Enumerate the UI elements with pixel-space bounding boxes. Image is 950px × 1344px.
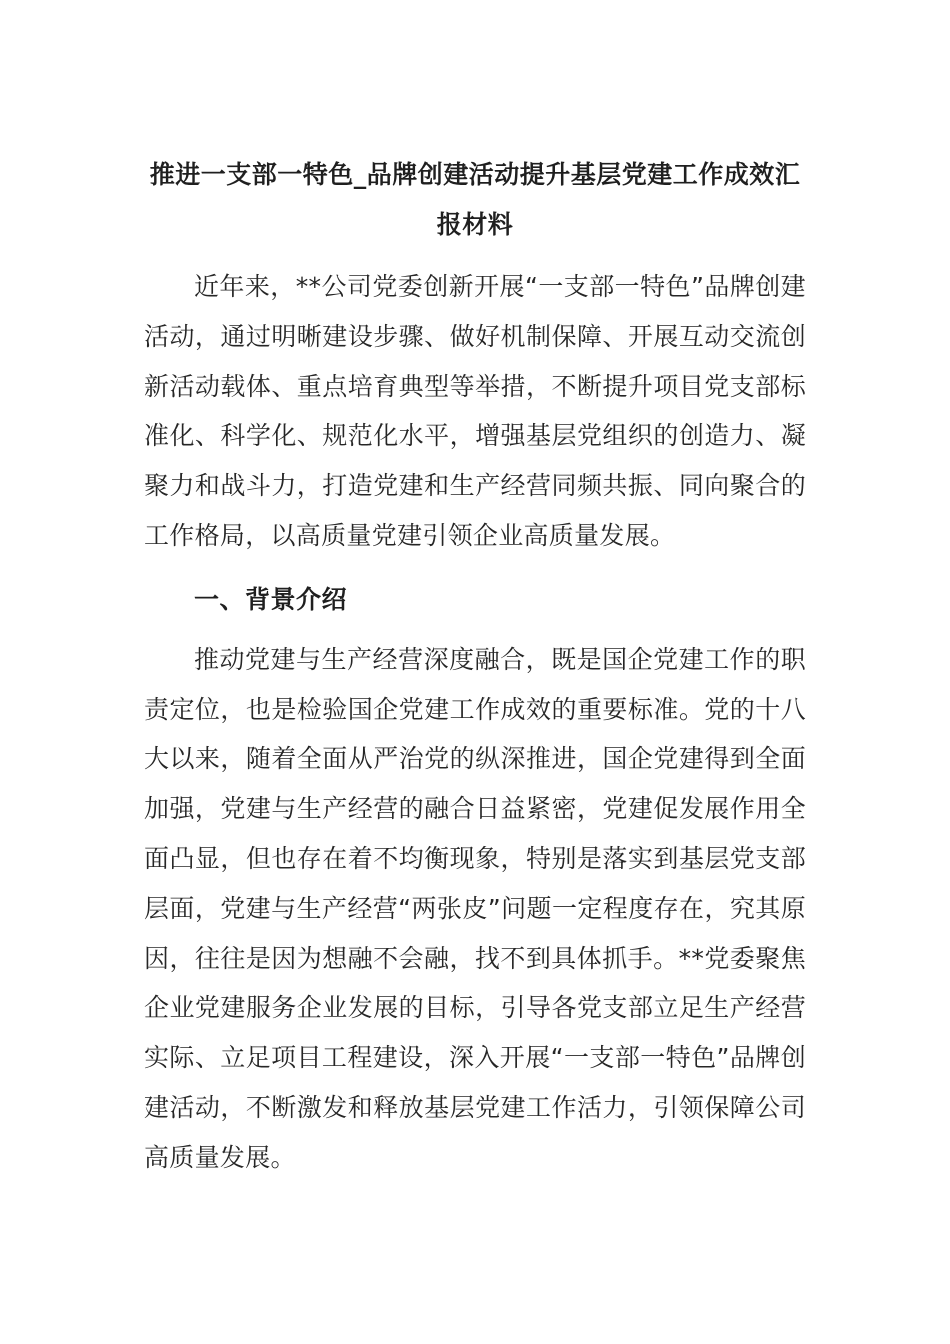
intro-paragraph: 近年来，**公司党委创新开展“一支部一特色”品牌创建活动，通过明晰建设步骤、做好机制保障、开展互动交流创新活动载体、重点培育典型等举措，不断提升项目党支部标准化、科学化、规范化水平，增强基层党组织的创造力、凝聚力和战斗力，打造党建和生产经营同频共振、同向聚合的工作格局，以高质量党建引领企业高质量发展。 <box>144 272 806 550</box>
section-paragraph-background: 推动党建与生产经营深度融合，既是国企党建工作的职责定位，也是检验国企党建工作成效的重要标准。党的十八大以来，随着全面从严治党的纵深推进，国企党建得到全面加强，党建与生产经营的融合日益紧密，党建促发展作用全面凸显，但也存在着不均衡现象，特别是落实到基层党支部层面，党建与生产经营“两张皮”问题一定程度存在，究其原因，往往是因为想融不会融，找不到具体抓手。**党委聚焦企业党建服务企业发展的目标，引导各党支部立足生产经营实际、立足项目工程建设，深入开展“一支部一特色”品牌创建活动，不断激发和释放基层党建工作活力，引领保障公司高质量发展。 <box>144 644 806 1172</box>
section-heading-background: 一、背景介绍 <box>194 584 348 614</box>
document-body <box>144 150 806 1183</box>
document-title: 推进一支部一特色_品牌创建活动提升基层党建工作成效汇报材料 <box>149 160 801 239</box>
